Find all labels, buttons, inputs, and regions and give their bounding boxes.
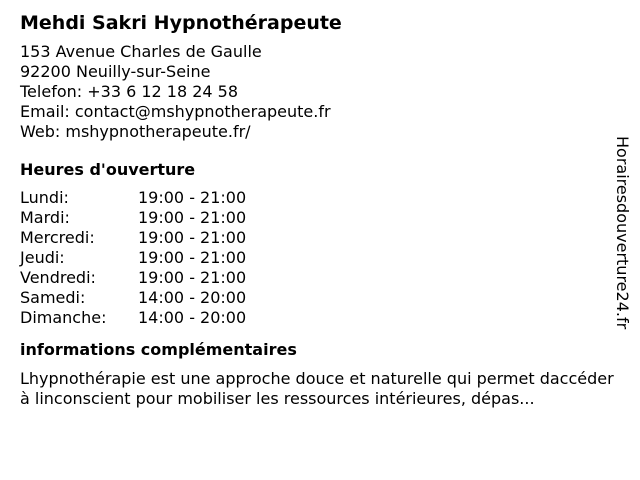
watermark-text: Horairesdouverture24.fr: [613, 136, 632, 330]
day-label: Vendredi:: [20, 268, 96, 287]
day-label: Mercredi:: [20, 228, 95, 247]
hours-row-saturday: [20, 288, 246, 308]
phone-line: Telefon: +33 6 12 18 24 58: [20, 82, 239, 101]
web-line: Web: mshypnotherapeute.fr/: [20, 122, 251, 141]
time-range: 19:00 - 21:00: [138, 268, 247, 287]
day-label: Samedi:: [20, 288, 86, 307]
business-name: Mehdi Sakri Hypnothérapeute: [20, 12, 342, 34]
time-range: 19:00 - 21:00: [138, 228, 247, 247]
time-range: 19:00 - 21:00: [138, 248, 247, 267]
hours-row-thursday: [20, 248, 246, 268]
time-range: 14:00 - 20:00: [138, 308, 247, 327]
info-description: Lhypnothérapie est une approche douce et naturelle qui permet daccéder à linconscient pour mobiliser les ressources intérieures, dépas...: [20, 369, 614, 408]
address-line-2: 92200 Neuilly-sur-Seine: [20, 62, 211, 81]
time-range: 14:00 - 20:00: [138, 288, 247, 307]
time-range: 19:00 - 21:00: [138, 188, 247, 207]
day-label: Mardi:: [20, 208, 70, 227]
day-label: Jeudi:: [20, 248, 65, 267]
business-card: [20, 11, 620, 409]
day-label: Dimanche:: [20, 308, 107, 327]
day-label: Lundi:: [20, 188, 69, 207]
hours-row-friday: [20, 268, 246, 288]
site-watermark: [612, 136, 632, 346]
time-range: 19:00 - 21:00: [138, 208, 247, 227]
hours-heading: Heures d'ouverture: [20, 160, 196, 179]
hours-row-wednesday: [20, 228, 246, 248]
opening-hours-table: [20, 188, 246, 328]
hours-row-monday: [20, 188, 246, 208]
info-heading: informations complémentaires: [20, 340, 297, 359]
address-line-1: 153 Avenue Charles de Gaulle: [20, 42, 262, 61]
hours-row-sunday: [20, 308, 246, 328]
hours-row-tuesday: [20, 208, 246, 228]
email-line: Email: contact@mshypnotherapeute.fr: [20, 102, 331, 121]
